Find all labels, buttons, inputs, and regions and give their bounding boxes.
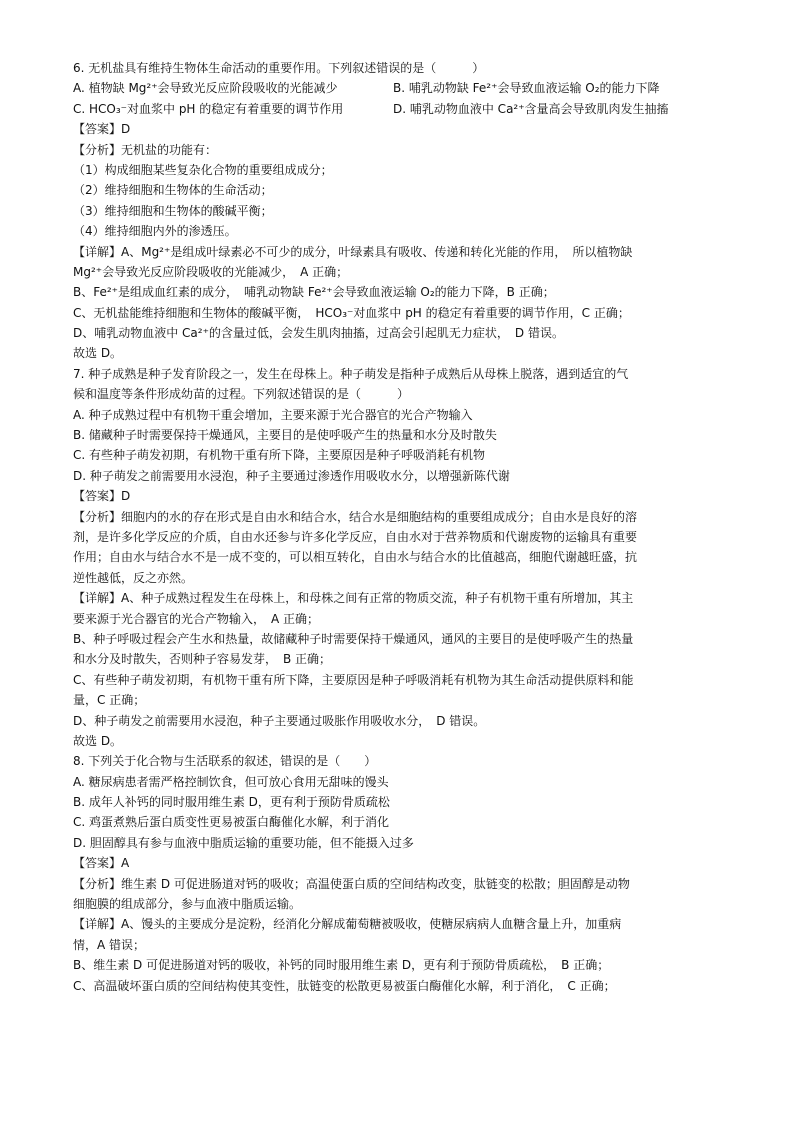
text-line: 逆性越低，反之亦然。	[73, 570, 194, 585]
text-line: D、哺乳动物血液中 Ca²⁺的含量过低，会发生肌肉抽搐，过高会引起肌无力症状， D 错误。	[73, 326, 564, 341]
document-page	[73, 58, 723, 996]
text-line: 【详解】A、馒头的主要成分是淀粉，经消化分解成葡萄糖被吸收，使糖尿病病人血糖含量上升，加重病	[73, 917, 622, 932]
text-line: 细胞膜的组成部分，参与血液中脂质运输。	[73, 897, 302, 912]
text-line: 【详解】A、种子成熟过程发生在母株上，和母株之间有正常的物质交流，种子有机物干重有所增加，其主	[73, 591, 634, 606]
text-line: 【答案】A	[73, 856, 130, 871]
text-line: C. 有些种子萌发初期，有机物干重有所下降，主要原因是种子呼吸消耗有机物	[73, 448, 486, 463]
text-line: B. 储藏种子时需要保持干燥通风，主要目的是使呼吸产生的热量和水分及时散失	[73, 428, 497, 443]
text-line: C. 鸡蛋煮熟后蛋白质变性更易被蛋白酶催化水解，利于消化	[73, 815, 390, 830]
text-line: B、维生素 D 可促进肠道对钙的吸收，补钙的同时服用维生素 D，更有利于预防骨质疏松， B 正确；	[73, 958, 610, 973]
text-line: 故选 D。	[73, 346, 123, 361]
text-line: 8. 下列关于化合物与生活联系的叙述，错误的是（ ）	[73, 754, 377, 769]
text-line: C、无机盐能维持细胞和生物体的酸碱平衡， HCO₃⁻对血浆中 pH 的稳定有着重要的调节作用，C 正确；	[73, 305, 630, 320]
text-line: D. 胆固醇具有参与血液中脂质运输的重要功能，但不能摄入过多	[73, 835, 414, 850]
text-line: B. 成年人补钙的同时服用维生素 D，更有利于预防骨质疏松	[73, 795, 390, 810]
text-line: 【详解】A、Mg²⁺是组成叶绿素必不可少的成分，叶绿素具有吸收、传递和转化光能的作用， 所以植物缺	[73, 244, 633, 259]
text-line: Mg²⁺会导致光反应阶段吸收的光能减少， A 正确；	[73, 264, 349, 279]
text-line: 6. 无机盐具有维持生物体生命活动的重要作用。下列叙述错误的是（ ）	[73, 61, 485, 75]
text-line: （3）维持细胞和生物体的酸碱平衡；	[73, 203, 273, 218]
text-line: 和水分及时散失，否则种子容易发芽， B 正确；	[73, 652, 332, 667]
option-text: C. HCO₃⁻对血浆中 pH 的稳定有着重要的调节作用	[73, 101, 344, 116]
text-line: 【分析】细胞内的水的存在形式是自由水和结合水，结合水是细胞结构的重要组成成分；自由水是良好的溶	[73, 509, 638, 524]
text-line: 作用；自由水与结合水不是一成不变的，可以相互转化，自由水与结合水的比值越高，细胞代谢越旺盛，抗	[73, 550, 638, 565]
text-line: 【答案】D	[73, 122, 131, 137]
text-line: 剂，是许多化学反应的介质，自由水还参与许多化学反应，自由水对于营养物质和代谢废物的运输具有重要	[73, 529, 638, 544]
text-line: （2）维持细胞和生物体的生命活动；	[73, 183, 273, 198]
text-line: D、种子萌发之前需要用水浸泡，种子主要通过吸胀作用吸收水分， D 错误。	[73, 713, 486, 728]
text-line: 情，A 错误；	[73, 937, 146, 952]
text-line: 【分析】维生素 D 可促进肠道对钙的吸收；高温使蛋白质的空间结构改变，肽链变的松散；胆固醇是动物	[73, 876, 630, 891]
text-line: A. 种子成熟过程中有机物干重会增加，主要来源于光合器官的光合产物输入	[73, 407, 473, 422]
text-line: C、有些种子萌发初期，有机物干重有所下降，主要原因是种子呼吸消耗有机物为其生命活动提供原料和能	[73, 672, 634, 687]
option-text: D. 哺乳动物血液中 Ca²⁺含量高会导致肌肉发生抽搐	[393, 101, 669, 116]
text-line: C、高温破坏蛋白质的空间结构使其变性，肽链变的松散更易被蛋白酶催化水解，利于消化， C 正确；	[73, 978, 616, 993]
option-text: B. 哺乳动物缺 Fe²⁺会导致血液运输 O₂的能力下降	[393, 81, 660, 96]
text-line: 7. 种子成熟是种子发育阶段之一，发生在母株上。种子萌发是指种子成熟后从母株上脱落，遇到适宜的气	[73, 366, 629, 381]
text-line: 【答案】D	[73, 489, 131, 504]
text-line: B、Fe²⁺是组成血红素的成分， 哺乳动物缺 Fe²⁺会导致血液运输 O₂的能力下降，B 正确；	[73, 285, 555, 300]
text-line: 量，C 正确；	[73, 693, 146, 708]
text-line: （1）构成细胞某些复杂化合物的重要组成成分；	[73, 162, 333, 177]
text-line: 要来源于光合器官的光合产物输入， A 正确；	[73, 611, 320, 626]
text-line: 【分析】无机盐的功能有：	[73, 142, 218, 157]
text-line: A. 糖尿病患者需严格控制饮食，但可放心食用无甜味的馒头	[73, 774, 389, 789]
text-line: （4）维持细胞内外的渗透压。	[73, 224, 237, 239]
option-text: A. 植物缺 Mg²⁺会导致光反应阶段吸收的光能减少	[73, 81, 338, 96]
option-row	[73, 99, 723, 119]
text-line: D. 种子萌发之前需要用水浸泡，种子主要通过渗透作用吸收水分，以增强新陈代谢	[73, 468, 510, 483]
text-line: 故选 D。	[73, 733, 123, 748]
text-line: B、种子呼吸过程会产生水和热量，故储藏种子时需要保持干燥通风，通风的主要目的是使呼吸产生的热量	[73, 631, 634, 646]
text-line: 候和温度等条件形成幼苗的过程。下列叙述错误的是（ ）	[73, 387, 410, 402]
option-row	[73, 78, 723, 98]
